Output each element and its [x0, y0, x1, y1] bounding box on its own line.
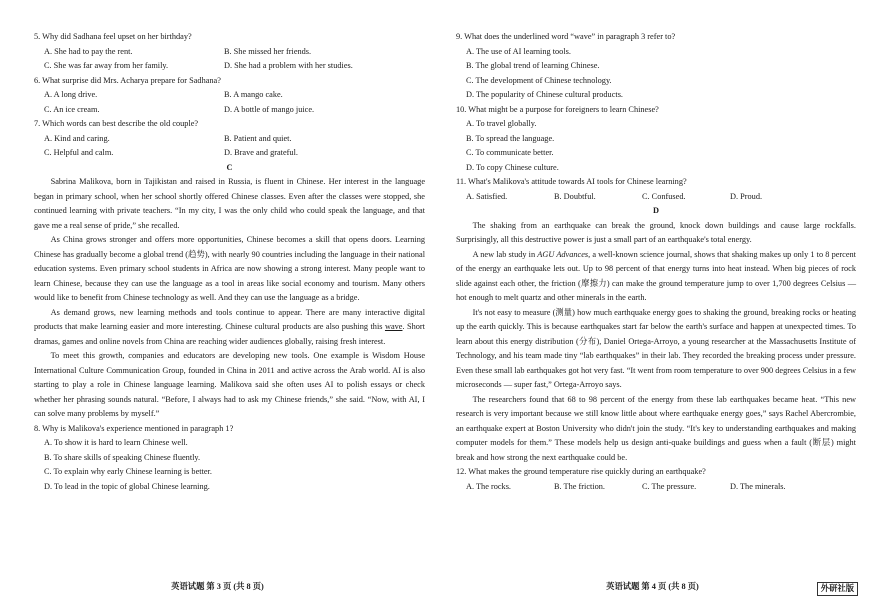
- option-11d[interactable]: D. Proud.: [730, 191, 763, 201]
- option-6c[interactable]: C. An ice cream.: [44, 104, 100, 114]
- question-10-stem: 10. What might be a purpose for foreigners to learn Chinese?: [456, 104, 659, 114]
- option-9d[interactable]: D. The popularity of Chinese cultural products.: [466, 90, 623, 99]
- option-7d[interactable]: D. Brave and grateful.: [224, 148, 298, 157]
- question-6-stem: 6. What surprise did Mrs. Acharya prepare for Sadhana?: [34, 75, 221, 85]
- publisher-badge: 外研社版: [817, 582, 858, 596]
- option-5a[interactable]: A. She had to pay the rent.: [44, 46, 133, 56]
- option-7c[interactable]: C. Helpful and calm.: [44, 148, 114, 157]
- passage-d-paragraph-1: The shaking from an earthquake can break the ground, knock down buildings and cause large rockfalls. Surprisingly, all this destructive power is just a small part of an earthquake's total energy.: [456, 220, 856, 244]
- option-9c[interactable]: C. The development of Chinese technology.: [466, 75, 612, 85]
- question-12-stem: 12. What makes the ground temperature rise quickly during an earthquake?: [456, 467, 706, 476]
- option-5d[interactable]: D. She had a problem with her studies.: [224, 61, 353, 70]
- question-7-stem: 7. Which words can best describe the old couple?: [34, 119, 199, 128]
- question-12-options: [456, 480, 856, 495]
- passage-d-paragraph-2: [456, 248, 856, 306]
- option-7a[interactable]: A. Kind and caring.: [44, 133, 110, 143]
- option-11b[interactable]: B. Doubtful.: [554, 191, 596, 201]
- option-12a[interactable]: A. The rocks.: [466, 481, 512, 491]
- passage-c-paragraph-1: Sabrina Malikova, born in Tajikistan and raised in Russia, is fluent in Chinese. Her interest in the language began in primary school, when her school shortly offered Chinese classes. Even after the classes were stopped, she continued learning with private teachers. “In my city, I was the only child who could speak the language, and that gave me a real sense of pride,” she recalled.: [34, 177, 425, 230]
- question-6-options: [34, 88, 425, 117]
- page-4-footer: 英语试题 第 4 页 (共 8 页): [606, 581, 699, 591]
- page-3-footer: 英语试题 第 3 页 (共 8 页): [171, 581, 264, 591]
- paragraph-2-text-start: A new lab study in: [472, 249, 538, 259]
- option-12c[interactable]: C. The pressure.: [642, 481, 697, 491]
- section-d-heading: D: [653, 206, 659, 215]
- option-11a[interactable]: A. Satisfied.: [466, 191, 508, 201]
- option-10b[interactable]: B. To spread the language.: [466, 133, 555, 143]
- option-8b[interactable]: B. To share skills of speaking Chinese fluently.: [44, 452, 201, 462]
- option-10d[interactable]: D. To copy Chinese culture.: [466, 162, 559, 172]
- question-8-options: [34, 436, 425, 494]
- option-12d[interactable]: D. The minerals.: [730, 481, 786, 491]
- option-5b[interactable]: B. She missed her friends.: [224, 46, 312, 56]
- option-5c[interactable]: C. She was far away from her family.: [44, 61, 169, 70]
- question-11-options: [456, 190, 856, 205]
- passage-c-paragraph-2: As China grows stronger and offers more opportunities, Chinese becomes a skill that opens doors. Learning Chinese has gradually become a global trend (趋势), with nearly 90 countries including the language in their national education systems. Even primary school students in Africa are now showing a strong interest. Many people want to learn Chinese, because they can use the language as a tool in areas like social economy and tourism. Many others would like to benefit from Chinese technology as well. And they can use the language as a bridge.: [34, 235, 425, 302]
- option-8a[interactable]: A. To show it is hard to learn Chinese well.: [44, 438, 188, 447]
- passage-d-paragraph-4: The researchers found that 68 to 98 percent of the energy from these lab earthquakes became heat. “This new research is very important because we still know little about where earthquake energy goes,” says Rachel Abercrombie, an earthquake expert at Boston University who didn't join the study. “It's key to understanding earthquakes and making computer models for them.” These models help us design anti-quake buildings and guess when a fault (断层) might break and how strong the next earthquake could be.: [456, 394, 856, 462]
- option-6d[interactable]: D. A bottle of mango juice.: [224, 104, 315, 114]
- journal-name: AGU Advances: [537, 249, 589, 259]
- question-5-options: [34, 45, 425, 74]
- option-12b[interactable]: B. The friction.: [554, 481, 606, 491]
- passage-c-paragraph-4: To meet this growth, companies and educators are developing new tools. One example is Wisdom House International Culture Communication Group, founded in China in 2011 and active across the Arab world. AI is also starting to play a role in Chinese language learning. Malikova said she often uses AI to polish essays or check whether her phrasing sounds natural. “Before, I always had to ask my Chinese friends,” she said. “Now, with AI, I can solve many problems by myself.”: [34, 351, 425, 418]
- question-9-options: [456, 45, 856, 103]
- option-8d[interactable]: D. To lead in the topic of global Chinese learning.: [44, 481, 210, 491]
- page-4: [435, 0, 870, 603]
- option-6b[interactable]: B. A mango cake.: [224, 90, 283, 99]
- option-8c[interactable]: C. To explain why early Chinese learning is better.: [44, 467, 212, 476]
- underlined-word-wave: wave: [384, 322, 403, 331]
- paragraph-2-text-end: , a well-known science journal, shows that shaking makes up only 1 to 8 percent of the energy an earthquake lets out. Up to 98 percent of that energy turns into heat instead. When big pieces of rock slide against each other, the friction (摩擦力) can make the ground temperature jump to over 1,700 degrees Celsius — hot enough to melt quartz and other minerals in the earth.: [456, 249, 856, 302]
- paragraph-3-text-start: As demand grows, new learning methods and tools continue to appear. There are many interactive digital products that make learning easier and more interesting. Chinese cultural products are also pushing this: [34, 307, 425, 331]
- option-10a[interactable]: A. To travel globally.: [466, 119, 537, 128]
- question-5-stem: 5. Why did Sadhana feel upset on her birthday?: [34, 32, 192, 41]
- paragraph-3-text-end: . Short dramas, games and online novels from China are reaching wider audiences globally, raising fresh interest.: [34, 322, 425, 346]
- option-10c[interactable]: C. To communicate better.: [466, 148, 554, 157]
- passage-d-paragraph-3: It's not easy to measure (测量) how much earthquake energy goes to shaking the ground, breaking rocks or heating up the earth quickly. This is because earthquakes start far below the earth's surface and happen at unexpected times. To learn about this energy distribution (分布), Daniel Ortega-Arroyo, a young researcher at the Massachusetts Institute of Technology, and his team made tiny “lab earthquakes” in their lab. They recorded the breaking process under pressure. Even these small lab earthquakes got hot very fast. “It went from room temperature to over 900 degrees Celsius in a few microseconds — super fast,” Ortega-Arroyo says.: [456, 307, 856, 389]
- option-11c[interactable]: C. Confused.: [642, 191, 686, 201]
- question-11-stem: 11. What's Malikova's attitude towards AI tools for Chinese learning?: [456, 177, 687, 186]
- question-8-stem: 8. Why is Malikova's experience mentioned in paragraph 1?: [34, 423, 234, 433]
- question-10-options: [456, 117, 856, 175]
- question-7-options: [34, 132, 425, 161]
- option-7b[interactable]: B. Patient and quiet.: [224, 133, 292, 143]
- section-c-heading: C: [226, 162, 233, 172]
- passage-c-paragraph-3: [34, 306, 425, 350]
- option-9a[interactable]: A. The use of AI learning tools.: [466, 46, 571, 56]
- option-9b[interactable]: B. The global trend of learning Chinese.: [466, 61, 600, 70]
- option-6a[interactable]: A. A long drive.: [44, 90, 98, 99]
- question-9-stem: 9. What does the underlined word “wave” in paragraph 3 refer to?: [456, 32, 676, 41]
